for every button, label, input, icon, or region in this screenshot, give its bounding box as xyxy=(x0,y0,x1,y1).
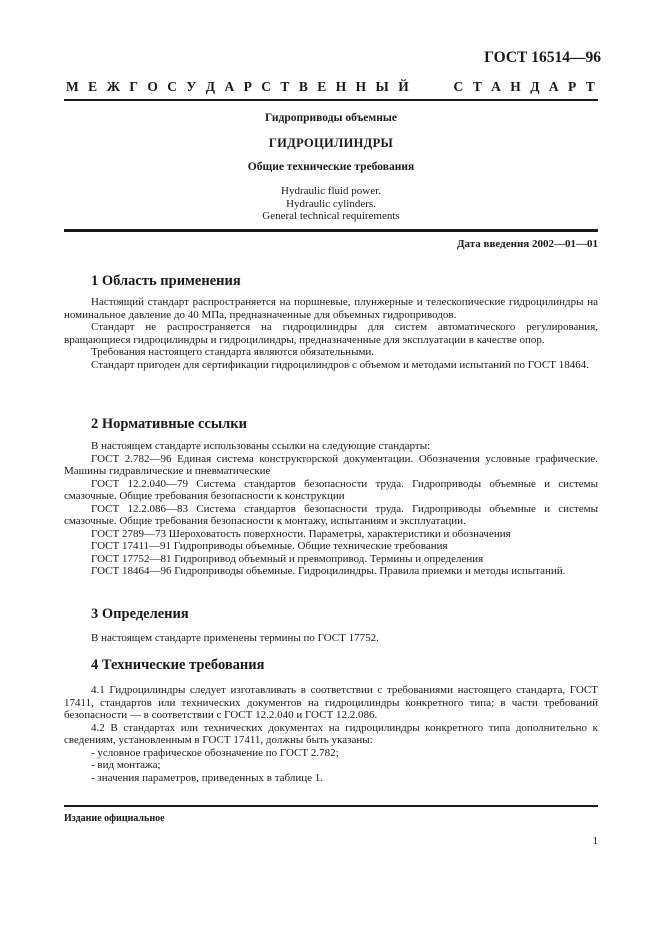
section-3-body xyxy=(64,632,598,645)
banner-letter: Д xyxy=(205,79,216,94)
banner-letter: Т xyxy=(280,79,290,94)
banner-letter: А xyxy=(224,79,235,94)
official-edition-label: Издание официальное xyxy=(64,813,165,824)
banner-letter: У xyxy=(186,79,197,94)
reference-item: ГОСТ 2.782—96 Единая система конструкторской документации. Обозначения условные графические. Машины гидравлические и пневматические xyxy=(64,452,598,477)
banner-letter: Ж xyxy=(106,79,120,94)
banner-letter: Н xyxy=(335,79,347,94)
banner-letter: С xyxy=(167,79,178,94)
top-rule xyxy=(64,99,598,101)
section-3-heading: 3 Определения xyxy=(91,606,189,622)
standard-code: ГОСТ 16514—96 xyxy=(484,49,601,66)
paragraph: В настоящем стандарте применены термины по ГОСТ 17752. xyxy=(91,632,379,644)
banner-letter: Т xyxy=(472,79,482,94)
title-english xyxy=(64,185,598,223)
effective-date: Дата введения 2002—01—01 xyxy=(456,238,598,250)
reference-item: ГОСТ 12.2.040—79 Система стандартов безопасности труда. Гидроприводы объемные и системы смазочные. Общие требования безопасности к конструкции xyxy=(64,477,598,502)
paragraph: Настоящий стандарт распространяется на поршневые, плунжерные и телескопические гидроцилиндры на номинальное давление до 40 МПа, предназначенные для объемных гидроприводов. xyxy=(64,296,598,321)
footer-rule xyxy=(64,805,598,807)
banner-letter: М xyxy=(66,79,79,94)
list-item: - значения параметров, приведенных в таблице 1. xyxy=(91,771,323,784)
banner-letter: А xyxy=(491,79,501,94)
paragraph: В настоящем стандарте использованы ссылки на следующие стандарты: xyxy=(91,440,431,452)
paragraph: 4.2 В стандартах или технических документах на гидроцилиндры конкретного типа дополнительно к сведениям, установленным в ГОСТ 17411, должны быть указаны: xyxy=(64,721,598,746)
banner-letter: Й xyxy=(398,79,409,94)
banner-letter: Е xyxy=(317,79,327,94)
banner-letter: С xyxy=(453,79,464,94)
interstate-standard-banner xyxy=(66,79,595,95)
paragraph: Требования настоящего стандарта являются обязательными. xyxy=(91,346,375,358)
banner-letter: О xyxy=(147,79,158,94)
banner-letter: Д xyxy=(530,79,540,94)
banner-letter: Ы xyxy=(375,79,389,94)
requirements-list xyxy=(64,747,598,785)
banner-letter: Е xyxy=(88,79,98,94)
reference-item: ГОСТ 17752—81 Гидропривод объемный и превмопривод. Термины и определения xyxy=(91,552,484,565)
banner-letter: В xyxy=(298,79,308,94)
section-4-body xyxy=(64,684,598,784)
section-2-heading: 2 Нормативные ссылки xyxy=(91,416,247,432)
list-item: - вид монтажа; xyxy=(91,759,161,771)
paragraph: Стандарт не распространяется на гидроцилиндры для систем автоматического регулирования, вращающиеся гидроцилиндры и гидроцилиндры, предназначенные для эксплуатации в качестве опор. xyxy=(64,321,598,346)
reference-item: ГОСТ 2789—73 Шероховатость поверхности. Параметры, характеристики и обозначения xyxy=(91,527,511,540)
banner-gap xyxy=(418,79,444,95)
title-main: ГИДРОЦИЛИНДРЫ xyxy=(268,136,394,150)
banner-letter: Р xyxy=(243,79,252,94)
title-english-line: Hydraulic cylinders. xyxy=(286,197,376,210)
section-1-heading: 1 Область применения xyxy=(91,273,241,289)
title-group: Гидроприводы объемные xyxy=(265,112,397,124)
title-english-line: Hydraulic fluid power. xyxy=(281,185,381,197)
banner-letter: Т xyxy=(585,79,595,94)
paragraph: Стандарт пригоден для сертификации гидроцилиндров с объемом и методами испытаний по ГОСТ 18464. xyxy=(91,358,590,371)
title-rule xyxy=(64,229,598,232)
title-english-line: General technical requirements xyxy=(262,210,400,222)
page-number: 1 xyxy=(592,835,598,847)
banner-letter: Р xyxy=(568,79,577,94)
banner-letter: С xyxy=(261,79,272,94)
reference-item: ГОСТ 12.2.086—83 Система стандартов безопасности труда. Гидроприводы объемные и системы смазочные. Общие требования безопасности к монтажу, испытаниям и эксплуатации. xyxy=(64,502,598,527)
banner-letter: Г xyxy=(129,79,138,94)
list-item: - условное графическое обозначение по ГОСТ 2.782; xyxy=(91,746,339,759)
reference-item: ГОСТ 17411—91 Гидроприводы объемные. Общие технические требования xyxy=(91,540,448,552)
section-4-heading: 4 Технические требования xyxy=(91,657,265,673)
banner-letter: Н xyxy=(355,79,367,94)
title-subtitle: Общие технические требования xyxy=(247,161,415,173)
paragraph: 4.1 Гидроцилиндры следует изготавливать в соответствии с требованиями настоящего стандарта, ГОСТ 17411, стандартов или технических документов на гидроцилиндры конкретного типа; в части требований безопасности — в соответствии с ГОСТ 12.2.040 и ГОСТ 12.2.086. xyxy=(64,684,598,721)
banner-letter: А xyxy=(548,79,559,94)
section-1-body xyxy=(64,296,598,371)
section-2-body xyxy=(64,440,598,578)
banner-letter: Н xyxy=(510,79,521,94)
reference-item: ГОСТ 18464—96 Гидроприводы объемные. Гидроцилиндры. Правила приемки и методы испытаний. xyxy=(91,565,566,577)
